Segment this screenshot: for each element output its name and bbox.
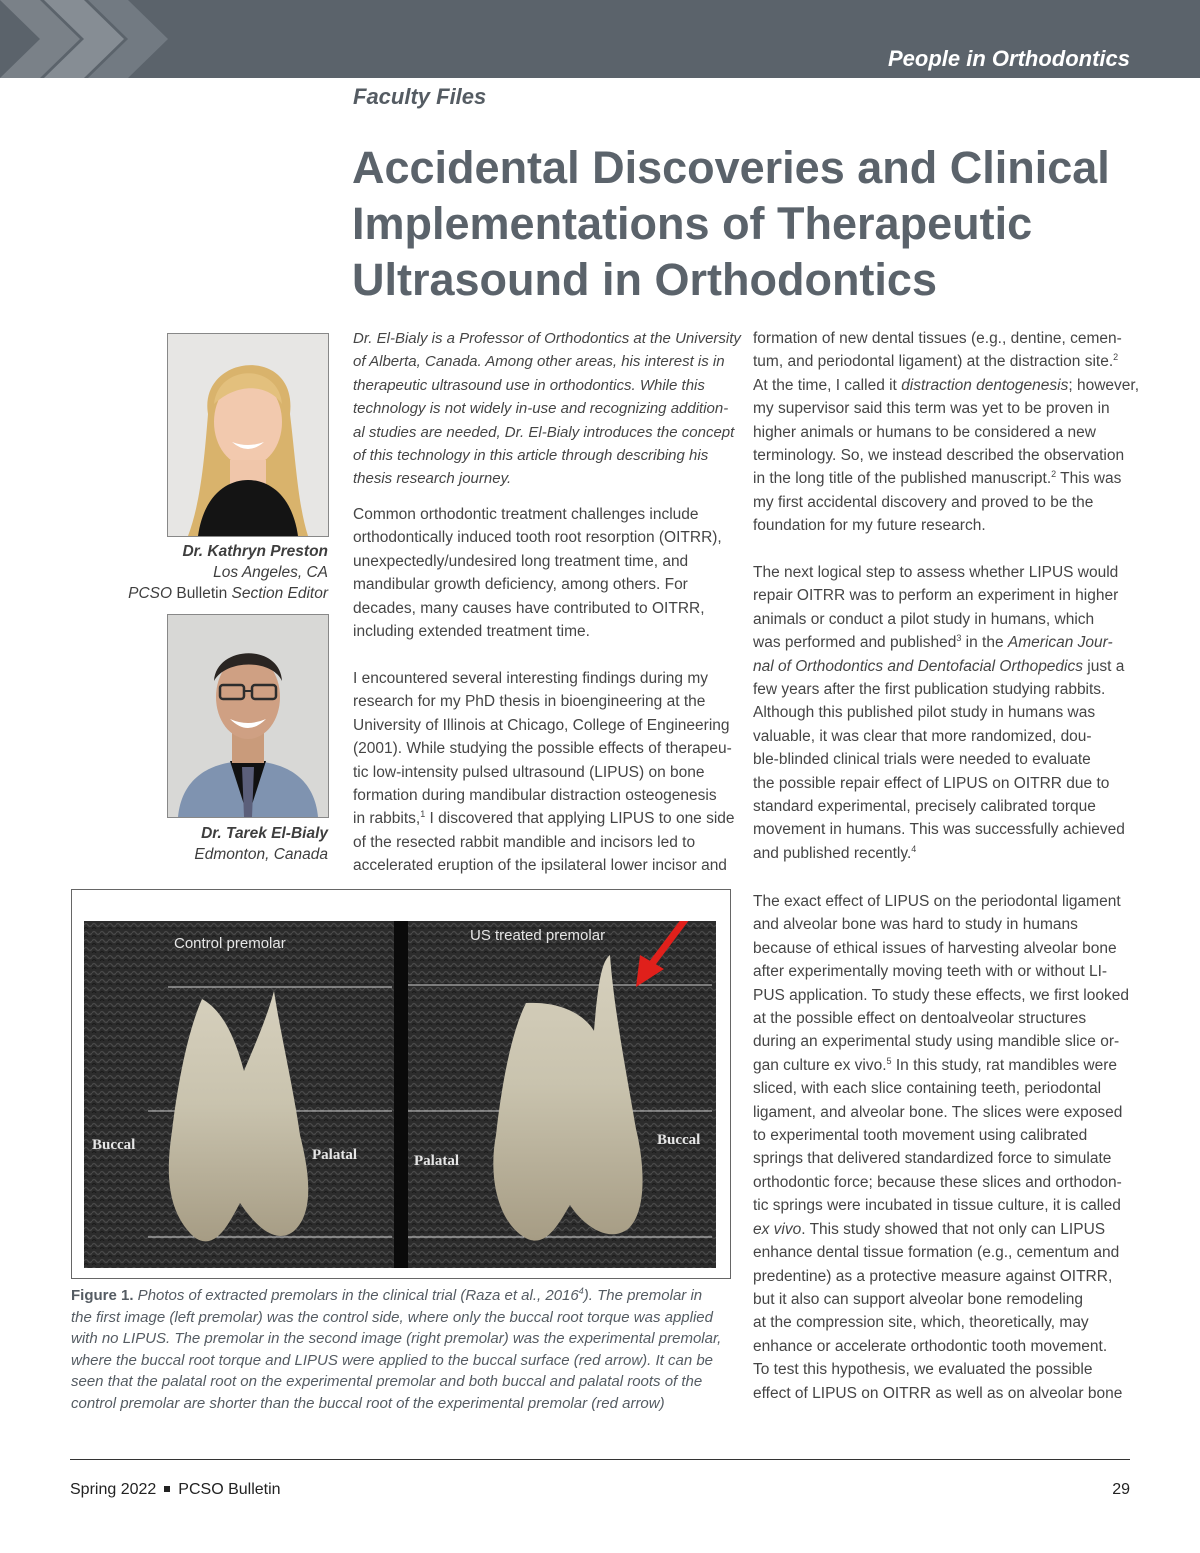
footer-rule <box>70 1459 1130 1460</box>
figure-label: Figure 1. <box>71 1287 134 1304</box>
body-paragraph <box>753 561 1125 865</box>
text-line: in rabbits,$^1$ I discovered that applying LIPUS to one side <box>353 809 735 828</box>
text-line: therapeutic ultrasound use in orthodontics. While this <box>353 376 705 394</box>
text-line: I encountered several interesting findings during my <box>353 670 708 687</box>
text-line: research for my PhD thesis in bioengineering at the <box>353 693 706 711</box>
square-bullet-icon <box>164 1486 170 1492</box>
caption-line: Figure 1. Photos of extracted premolars in the clinical trial (Raza et al., 2016$^4$). The premolar in <box>71 1286 703 1304</box>
text-line: valuable, it was clear that more randomized, dou- <box>753 727 1092 745</box>
text-line: effect of LIPUS on OITRR as well as on alveolar bone <box>753 1384 1123 1402</box>
text-line: tic springs were incubated in tissue culture, it is called <box>753 1197 1121 1215</box>
text-line: but it also can support alveolar bone remodeling <box>753 1290 1084 1308</box>
title-line: Ultrasound in Orthodontics <box>352 254 937 305</box>
body-paragraph <box>753 327 1139 538</box>
text-line: accelerated eruption of the ipsilateral lower incisor and <box>353 857 727 875</box>
text-line: including extended treatment time. <box>353 623 590 641</box>
body-paragraph <box>353 503 722 643</box>
caption-line: the first image (left premolar) was the control side, where only the buccal root torque was applied <box>71 1308 713 1326</box>
text-line: formation during mandibular distraction osteogenesis <box>353 787 717 805</box>
text-line: At the time, I called it distraction dentogenesis; however, <box>753 376 1140 394</box>
label-treated-premolar: US treated premolar <box>470 927 606 944</box>
text-line: To test this hypothesis, we evaluated the possible <box>753 1361 1093 1379</box>
text-line: of the resected rabbit mandible and incisors led to <box>353 833 696 851</box>
text-line: unexpectedly/undesired long treatment time, and <box>353 552 689 570</box>
label-buccal-left: Buccal <box>92 1137 136 1153</box>
text-line: technology is not widely in-use and recognizing addition- <box>353 400 729 418</box>
text-line: movement in humans. This was successfully achieved <box>753 821 1125 839</box>
text-line: orthodontic force; because these slices and orthodon- <box>753 1173 1122 1191</box>
text-line: animals or conduct a pilot study in humans, which <box>753 610 1095 628</box>
citation-ref: 5 <box>886 1055 892 1066</box>
text-line: my first accidental discovery and proved to be the <box>753 493 1094 511</box>
citation-ref: 4 <box>578 1286 584 1296</box>
author-name: Dr. Tarek El-Bialy <box>201 825 328 842</box>
text-line: al studies are needed, Dr. El-Bialy introduces the concept <box>353 423 735 441</box>
text-line: during an experimental study using mandible slice or- <box>753 1033 1120 1051</box>
text-line: tic low-intensity pulsed ultrasound (LIPUS) on bone <box>353 763 705 781</box>
text-line: ex vivo. This study showed that not only can LIPUS <box>753 1220 1106 1238</box>
portrait-preston-image <box>168 334 328 536</box>
text-line: The exact effect of LIPUS on the periodontal ligament <box>753 893 1121 910</box>
label-palatal-right: Palatal <box>414 1153 459 1169</box>
text-line: springs that delivered standardized force to simulate <box>753 1150 1112 1168</box>
title-line: Implementations of Therapeutic <box>352 198 1033 249</box>
author-location: Los Angeles, CA <box>213 564 328 581</box>
text-line: after experimentally moving teeth with or without LI- <box>753 963 1108 981</box>
text-line: repair OITRR was to perform an experiment in higher <box>753 587 1119 605</box>
label-buccal-right: Buccal <box>657 1132 701 1148</box>
text-line: terminology. So, we instead described the observation <box>753 447 1125 465</box>
page-number: 29 <box>1112 1481 1130 1498</box>
chevron-decoration-icon <box>0 0 170 78</box>
author-photo-el-bialy <box>167 614 329 818</box>
caption-line: where the buccal root torque and LIPUS were applied to the buccal surface (red arrow). It can be <box>71 1351 714 1369</box>
text-line: predentine) as a protective measure against OITRR, <box>753 1267 1113 1285</box>
text-line: foundation for my future research. <box>753 517 986 535</box>
text-line: thesis research journey. <box>353 470 512 488</box>
body-paragraph <box>753 890 1129 1405</box>
title-line: Accidental Discoveries and Clinical <box>352 142 1110 193</box>
caption-line: seen that the palatal root on the experimental premolar and both buccal and palatal roots of the <box>71 1373 703 1390</box>
text-line: ligament, and alveolar bone. The slices were exposed <box>753 1103 1123 1121</box>
text-line: of this technology in this article through describing his <box>353 447 709 465</box>
text-line: my supervisor said this term was yet to be proven in <box>753 400 1110 418</box>
text-line: orthodontically induced tooth root resorption (OITRR), <box>353 529 722 547</box>
text-line: ble-blinded clinical trials were needed to evaluate <box>753 751 1091 769</box>
text-line: because of ethical issues of harvesting alveolar bone <box>753 939 1117 957</box>
premolar-photo-image <box>84 921 716 1268</box>
text-line: at the compression site, which, theoretically, may <box>753 1314 1089 1332</box>
text-line: nal of Orthodontics and Dentofacial Orthopedics just a <box>753 657 1125 675</box>
text-line: to experimental tooth movement using calibrated <box>753 1127 1088 1145</box>
column-label: Faculty Files <box>353 84 487 109</box>
text-line: in the long title of the published manuscript.$^2$ This was <box>753 469 1122 488</box>
author-caption-el-bialy <box>194 823 328 865</box>
article-title <box>352 140 1142 308</box>
text-line: sliced, with each slice containing teeth, periodontal <box>753 1080 1102 1098</box>
text-line: of Alberta, Canada. Among other areas, his interest is in <box>353 353 725 371</box>
caption-line: with no LIPUS. The premolar in the second image (right premolar) was the experimental premolar, <box>71 1330 722 1347</box>
text-line: and published recently.$^4$ <box>753 843 917 862</box>
citation-ref: 3 <box>956 633 962 644</box>
portrait-el-bialy-image <box>168 615 328 817</box>
text-line: formation of new dental tissues (e.g., dentine, cemen- <box>753 330 1122 347</box>
body-paragraph <box>353 667 735 878</box>
author-photo-preston <box>167 333 329 537</box>
text-line: PUS application. To study these effects, we first looked <box>753 986 1129 1004</box>
text-line: University of Illinois at Chicago, College of Engineering <box>353 716 730 734</box>
text-line: gan culture ex vivo.$^5$ In this study, rat mandibles were <box>753 1055 1117 1074</box>
section-label: People in Orthodontics <box>887 46 1130 71</box>
author-name: Dr. Kathryn Preston <box>182 543 328 560</box>
citation-ref: 2 <box>1113 352 1119 363</box>
citation-ref: 4 <box>911 843 917 854</box>
text-line: higher animals or humans to be considered a new <box>753 423 1096 441</box>
text-line: decades, many causes have contributed to OITRR, <box>353 599 705 617</box>
text-line: mandibular growth deficiency, among others. For <box>353 576 688 594</box>
citation-ref: 2 <box>1051 469 1057 480</box>
figure-caption <box>71 1285 741 1414</box>
text-line: The next logical step to assess whether LIPUS would <box>753 564 1119 581</box>
text-line: at the possible effect on dentoalveolar structures <box>753 1010 1087 1028</box>
figure-1-photo <box>84 921 716 1268</box>
citation-ref: 1 <box>420 809 426 820</box>
text-line: Common orthodontic treatment challenges include <box>353 506 699 523</box>
text-line: (2001). While studying the possible effects of therapeu- <box>353 740 732 758</box>
text-line: tum, and periodontal ligament) at the distraction site.$^2$ <box>753 352 1119 371</box>
label-palatal-left: Palatal <box>312 1147 357 1163</box>
footer-issue: Spring 2022 PCSO Bulletin <box>70 1481 281 1498</box>
text-line: few years after the first publication studying rabbits. <box>753 681 1106 699</box>
text-line: Dr. El-Bialy is a Professor of Orthodontics at the University <box>353 330 741 347</box>
text-line: was performed and published$^3$ in the American Jour- <box>753 633 1113 652</box>
caption-line: control premolar are shorter than the buccal root of the experimental premolar (red arrow) <box>71 1394 665 1412</box>
text-line: Although this published pilot study in humans was <box>753 704 1096 722</box>
text-line: the possible repair effect of LIPUS on OITRR due to <box>753 774 1110 792</box>
author-location: Edmonton, Canada <box>194 846 328 863</box>
text-line: standard experimental, precisely calibrated torque <box>753 798 1096 816</box>
intro-paragraph <box>353 327 741 491</box>
author-role: PCSO Bulletin Section Editor <box>128 585 328 602</box>
label-control-premolar: Control premolar <box>174 935 286 952</box>
author-caption-preston <box>128 541 328 604</box>
text-line: and alveolar bone was hard to study in humans <box>753 916 1078 934</box>
text-line: enhance dental tissue formation (e.g., cementum and <box>753 1244 1120 1262</box>
text-line: enhance or accelerate orthodontic tooth movement. <box>753 1337 1108 1355</box>
